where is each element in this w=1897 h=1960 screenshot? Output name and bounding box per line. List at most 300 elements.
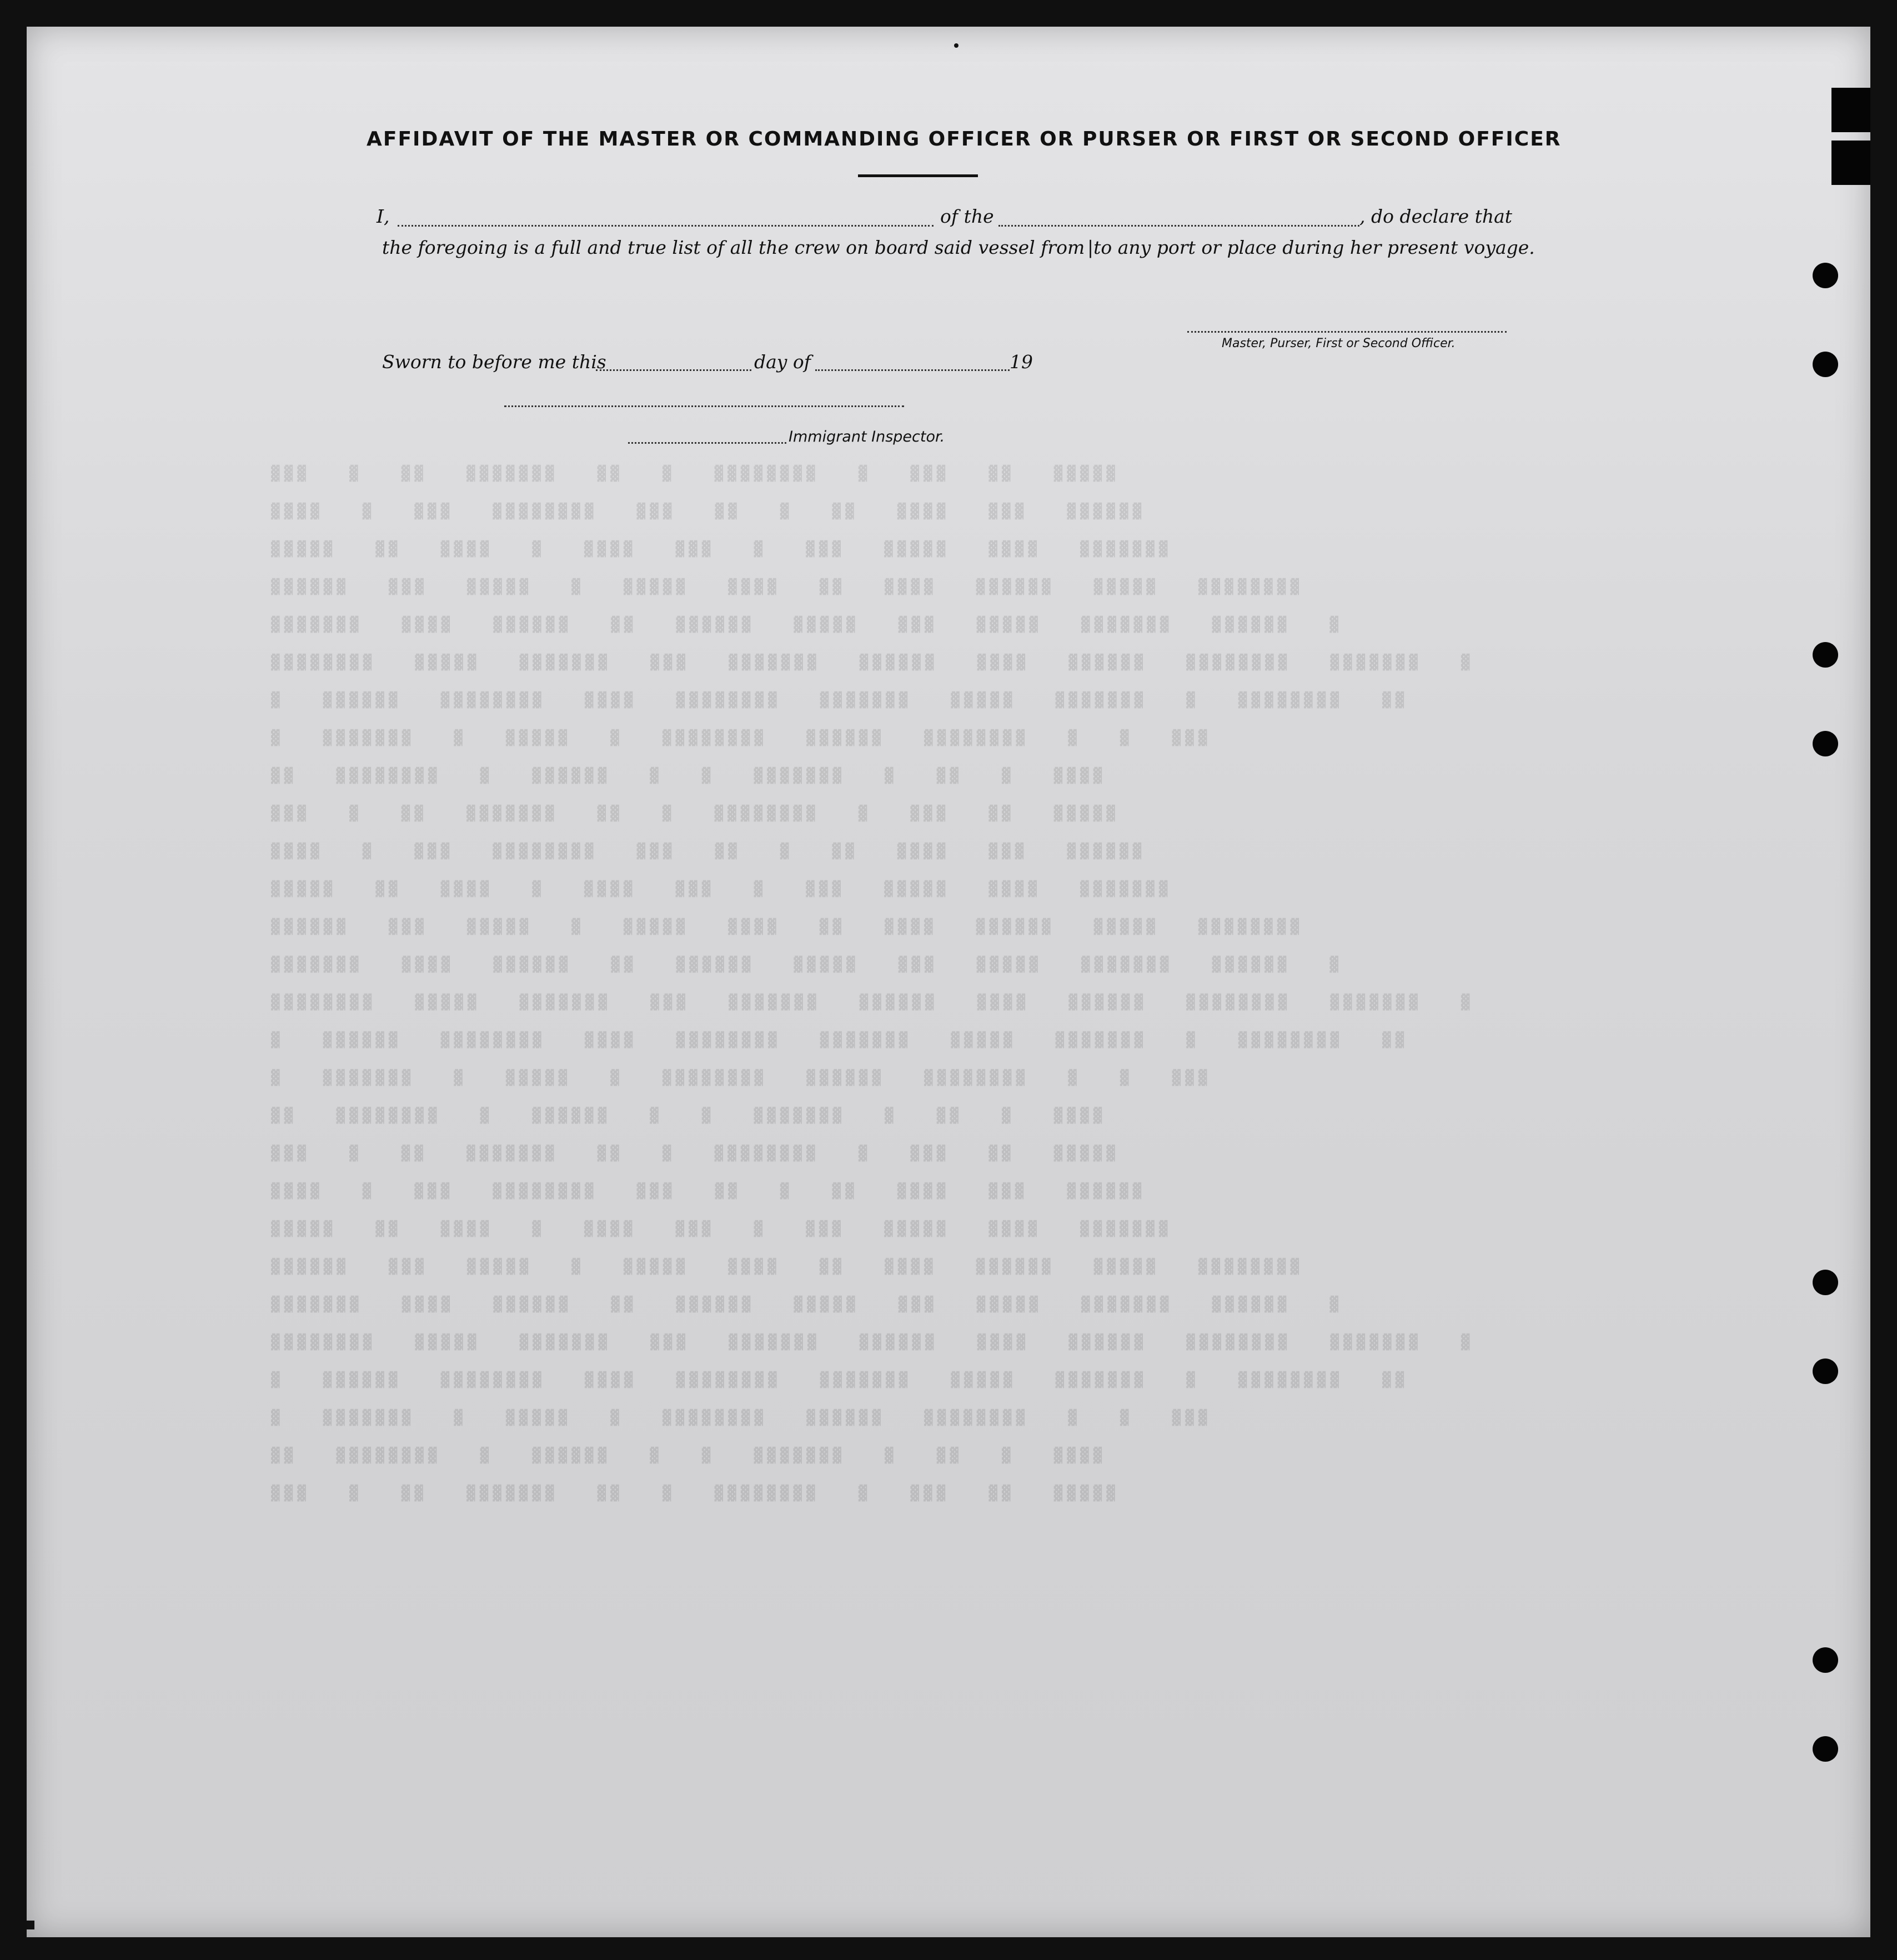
bleed-through-block: ▓	[532, 541, 545, 558]
bleed-through-block: ▓▓▓▓▓	[976, 616, 1042, 633]
officer-signature-caption: Master, Purser, First or Second Officer.	[1222, 337, 1456, 350]
bleed-through-block: ▓▓▓▓▓▓▓	[1081, 1296, 1173, 1313]
bleed-through-block: ▓	[349, 1485, 363, 1502]
notary-line[interactable]	[504, 405, 904, 407]
punch-hole	[1813, 1647, 1838, 1673]
ink-speck	[954, 43, 958, 48]
bleed-through-block: ▓	[1001, 1447, 1015, 1464]
bleed-through-block: ▓	[662, 465, 676, 482]
bleed-through-block: ▓▓▓▓	[440, 541, 494, 558]
bleed-through-block: ▓▓▓▓▓▓▓	[1330, 1334, 1422, 1351]
bleed-through-block: ▓▓▓▓	[897, 1183, 950, 1200]
bleed-through-block: ▓▓▓▓	[728, 1259, 781, 1275]
bleed-through-row	[271, 1334, 1743, 1351]
bleed-through-block: ▓▓▓▓▓	[271, 1221, 337, 1237]
bleed-through-block: ▓▓▓▓▓▓	[859, 1334, 939, 1351]
bleed-through-block: ▓▓▓	[988, 503, 1028, 520]
bleed-through-block: ▓	[532, 1221, 545, 1237]
bleed-through-block: ▓▓▓▓▓▓	[1067, 503, 1146, 520]
bleed-through-block: ▓▓	[597, 805, 624, 822]
bleed-through-block: ▓▓▓▓▓▓	[806, 730, 885, 746]
bleed-through-block: ▓▓▓▓▓	[466, 1259, 533, 1275]
bleed-through-block: ▓▓▓▓▓	[884, 881, 950, 898]
bleed-through-block: ▓▓▓▓▓▓▓▓	[336, 1107, 441, 1124]
bleed-through-block: ▓▓▓	[650, 1334, 690, 1351]
bleed-through-row	[271, 768, 1743, 784]
bleed-through-block: ▓▓▓▓▓▓▓	[1055, 692, 1148, 709]
bleed-through-block: ▓▓▓▓▓▓	[271, 1259, 350, 1275]
bleed-through-block: ▓▓▓▓▓▓	[1212, 1296, 1291, 1313]
bleed-through-block: ▓▓▓	[636, 843, 676, 860]
bleed-through-block: ▓▓▓▓▓▓	[806, 1070, 885, 1086]
bleed-through-block: ▓	[754, 1221, 767, 1237]
bleed-through-block: ▓	[780, 503, 794, 520]
bleed-through-row	[271, 919, 1743, 935]
bleed-through-block: ▓▓▓	[388, 919, 428, 935]
bleed-through-row	[271, 730, 1743, 746]
bleed-through-block: ▓▓▓▓▓▓▓▓	[1186, 994, 1292, 1011]
bleed-through-row	[271, 1032, 1743, 1049]
bleed-through-block: ▓▓	[1382, 1032, 1409, 1049]
sworn-day-field[interactable]	[596, 369, 751, 371]
bleed-through-block: ▓▓▓	[636, 1183, 676, 1200]
bleed-through-block: ▓▓▓	[898, 956, 938, 973]
bleed-through-row	[271, 1296, 1743, 1313]
bleed-through-block: ▓▓▓▓▓	[1053, 1145, 1120, 1162]
bleed-through-block: ▓▓▓▓▓▓	[976, 579, 1055, 595]
bleed-through-block: ▓▓▓▓	[271, 1183, 324, 1200]
bleed-through-row	[271, 881, 1743, 898]
bleed-through-block: ▓	[885, 768, 898, 784]
bleed-through-block: ▓▓▓	[1172, 1410, 1212, 1426]
bleed-through-block: ▓	[858, 1485, 872, 1502]
bleed-through-block: ▓▓▓▓▓▓▓▓	[271, 1334, 377, 1351]
bleed-through-block: ▓▓▓▓▓▓▓▓	[714, 805, 820, 822]
bleed-through-block: ▓▓	[597, 465, 624, 482]
bleed-through-block: ▓▓	[597, 1145, 624, 1162]
binding-tab	[1831, 141, 1870, 185]
bleed-through-block: ▓▓▓▓	[1053, 1447, 1107, 1464]
bleed-through-block: ▓	[1068, 1410, 1081, 1426]
bleed-through-block: ▓▓▓	[414, 1183, 454, 1200]
bleed-through-block: ▓	[858, 805, 872, 822]
bleed-through-block: ▓▓▓▓▓▓	[323, 692, 402, 709]
sworn-month-field[interactable]	[815, 369, 1010, 371]
bleed-through-block: ▓	[1001, 1107, 1015, 1124]
bleed-through-block: ▓▓	[819, 579, 846, 595]
bleed-through-block: ▓▓▓▓	[402, 956, 455, 973]
bleed-through-row	[271, 1447, 1743, 1464]
bleed-through-block: ▓▓▓▓▓▓▓	[820, 1032, 912, 1049]
punch-hole	[1813, 1359, 1838, 1384]
bleed-through-block: ▓	[571, 1259, 585, 1275]
bleed-through-block: ▓▓▓▓▓▓▓	[1081, 616, 1173, 633]
bleed-through-block: ▓▓▓▓▓▓▓▓	[714, 1145, 820, 1162]
bleed-through-block: ▓▓▓	[898, 616, 938, 633]
bleed-through-row	[271, 1221, 1743, 1237]
inspector-signature-line[interactable]	[628, 442, 786, 444]
bleed-through-block: ▓	[1329, 1296, 1343, 1313]
bleed-through-block: ▓▓	[988, 1485, 1015, 1502]
bleed-through-block: ▓▓	[271, 768, 298, 784]
bleed-through-block: ▓▓▓▓▓	[505, 1410, 572, 1426]
bleed-through-block: ▓	[754, 881, 767, 898]
bleed-through-block: ▓▓▓	[898, 1296, 938, 1313]
bleed-through-row	[271, 616, 1743, 633]
bleed-through-row	[271, 465, 1743, 482]
bleed-through-block: ▓▓▓▓▓▓	[532, 1447, 611, 1464]
bleed-through-block: ▓▓▓▓▓	[1053, 805, 1120, 822]
bleed-through-block: ▓▓	[375, 881, 402, 898]
bleed-through-block: ▓▓▓▓▓	[794, 1296, 860, 1313]
bleed-through-block: ▓▓▓▓▓▓▓▓	[440, 692, 546, 709]
bleed-through-block: ▓▓▓▓▓▓	[676, 1296, 755, 1313]
declarant-label: I,	[377, 205, 390, 227]
bleed-through-block: ▓	[349, 805, 363, 822]
bleed-through-block: ▓	[480, 1447, 494, 1464]
punch-hole	[1813, 731, 1838, 756]
bleed-through-block: ▓	[362, 503, 376, 520]
bleed-through-block: ▓▓▓▓▓▓▓▓	[676, 1032, 781, 1049]
bleed-through-block: ▓	[1068, 1070, 1081, 1086]
bleed-through-block: ▓▓▓▓▓▓▓	[271, 616, 363, 633]
bleed-through-block: ▓▓	[611, 956, 638, 973]
bleed-through-block: ▓	[1461, 994, 1474, 1011]
bleed-through-block: ▓	[1329, 616, 1343, 633]
bleed-through-block: ▓▓▓	[988, 1183, 1028, 1200]
bleed-through-block: ▓	[349, 465, 363, 482]
bleed-through-block: ▓▓▓▓▓▓▓▓	[714, 1485, 820, 1502]
bleed-through-block: ▓▓▓▓▓▓▓	[1055, 1032, 1148, 1049]
bleed-through-block: ▓▓▓▓▓▓▓	[1081, 956, 1173, 973]
bleed-through-block: ▓▓▓▓▓▓▓	[466, 465, 559, 482]
inspector-caption: Immigrant Inspector.	[789, 428, 945, 445]
bleed-through-block: ▓▓	[936, 1447, 963, 1464]
bleed-through-block: ▓▓▓▓▓▓	[1068, 994, 1148, 1011]
bleed-through-block: ▓▓▓▓	[897, 503, 950, 520]
binding-tab	[1831, 88, 1870, 132]
sworn-year-label: 19	[1010, 351, 1033, 373]
bleed-through-block: ▓▓▓	[988, 843, 1028, 860]
punch-hole	[1813, 263, 1838, 288]
bleed-through-block: ▓▓▓▓	[897, 843, 950, 860]
bleed-through-block: ▓▓▓▓▓	[976, 1296, 1042, 1313]
bleed-through-block: ▓▓▓▓	[885, 919, 937, 935]
bleed-through-block: ▓▓▓▓▓	[951, 1032, 1017, 1049]
bleed-through-block: ▓▓	[1382, 692, 1409, 709]
bleed-through-block: ▓▓▓▓▓▓	[532, 1107, 611, 1124]
bleed-through-block: ▓	[454, 1070, 467, 1086]
bleed-through-block: ▓▓▓▓▓▓▓	[1330, 994, 1422, 1011]
bleed-through-block: ▓▓▓	[271, 1145, 310, 1162]
bleed-through-block: ▓▓▓	[910, 1485, 950, 1502]
bleed-through-block: ▓▓▓▓▓	[1093, 1259, 1160, 1275]
bleed-through-block: ▓▓▓▓▓▓	[1067, 1183, 1146, 1200]
bleed-through-block: ▓▓▓▓▓▓	[676, 956, 755, 973]
bleed-through-block: ▓▓▓▓▓▓	[271, 919, 350, 935]
bleed-through-block: ▓▓▓	[388, 579, 428, 595]
bleed-through-block: ▓▓▓	[636, 503, 676, 520]
bleed-through-block: ▓▓▓▓▓	[623, 919, 690, 935]
bleed-through-block: ▓	[454, 730, 467, 746]
punch-hole	[1813, 642, 1838, 668]
bleed-through-row	[271, 1145, 1743, 1162]
vessel-name-field[interactable]	[998, 225, 1359, 227]
punch-hole	[1813, 1736, 1838, 1762]
bleed-through-block: ▓▓▓▓	[584, 541, 637, 558]
bleed-through-block: ▓▓▓▓▓▓▓	[323, 1070, 415, 1086]
bleed-through-block: ▓▓▓▓▓▓▓▓	[1238, 692, 1343, 709]
bleed-through-block: ▓	[1461, 1334, 1474, 1351]
bleed-through-row	[271, 1107, 1743, 1124]
bleed-through-block: ▓	[780, 1183, 794, 1200]
bleed-through-block: ▓▓▓	[910, 465, 950, 482]
document-page	[27, 27, 1870, 1937]
bleed-through-block: ▓	[662, 805, 676, 822]
bleed-through-block: ▓▓▓▓	[1053, 768, 1107, 784]
bleed-through-block: ▓▓▓▓▓▓	[1212, 616, 1291, 633]
bleed-through-block: ▓	[701, 768, 715, 784]
bleed-through-block: ▓▓▓▓▓	[623, 579, 690, 595]
bleed-through-block: ▓▓▓▓▓	[1053, 465, 1120, 482]
bleed-through-block: ▓▓▓▓▓▓▓	[1080, 541, 1172, 558]
bleed-through-block: ▓▓▓▓▓▓▓	[519, 1334, 612, 1351]
bleed-through-block: ▓▓▓▓	[728, 919, 781, 935]
bleed-through-block: ▓	[610, 1070, 624, 1086]
bleed-through-block: ▓	[885, 1107, 898, 1124]
bleed-through-block: ▓▓	[832, 1183, 859, 1200]
bleed-through-row	[271, 843, 1743, 860]
bleed-through-block: ▓	[1186, 1032, 1200, 1049]
bleed-through-block: ▓▓▓▓▓▓▓	[729, 1334, 821, 1351]
bleed-through-block: ▓▓▓▓▓▓▓	[754, 1107, 846, 1124]
voyage-text: |to any port or place during her present voyage.	[1087, 237, 1535, 258]
punch-hole	[1813, 1270, 1838, 1295]
bleed-through-block: ▓▓▓▓	[988, 1221, 1041, 1237]
bleed-through-block: ▓▓▓▓▓▓	[323, 1372, 402, 1388]
bleed-through-block: ▓▓▓▓▓▓	[493, 1296, 573, 1313]
bleed-through-block: ▓▓▓▓	[584, 881, 637, 898]
bleed-through-block: ▓▓▓▓▓▓▓▓	[1238, 1372, 1343, 1388]
bleed-through-block: ▓▓▓▓▓▓▓▓	[440, 1372, 546, 1388]
bleed-through-block: ▓▓▓▓▓▓▓▓	[1238, 1032, 1343, 1049]
bleed-through-block: ▓▓▓▓▓	[271, 881, 337, 898]
bleed-through-row	[271, 692, 1743, 709]
bleed-through-block: ▓	[271, 1032, 284, 1049]
bleed-through-row	[271, 1070, 1743, 1086]
bleed-through-block: ▓▓▓▓▓▓▓▓	[336, 768, 441, 784]
day-of-label: day of	[754, 351, 811, 373]
affidavit-title: AFFIDAVIT OF THE MASTER OR COMMANDING OFFICER OR PURSER OR FIRST OR SECOND OFFICER	[367, 128, 1562, 151]
bleed-through-block: ▓▓▓	[414, 843, 454, 860]
bleed-through-block: ▓▓▓▓	[977, 654, 1030, 671]
bleed-through-block: ▓▓▓▓▓▓▓▓	[676, 1372, 781, 1388]
declarant-name-field[interactable]	[398, 225, 934, 227]
bleed-through-block: ▓▓▓▓▓▓	[1068, 654, 1148, 671]
bleed-through-block: ▓▓▓▓▓▓▓	[820, 1372, 912, 1388]
bleed-through-block: ▓▓▓	[910, 805, 950, 822]
bleed-through-block: ▓▓▓▓	[584, 1221, 637, 1237]
bleed-through-block: ▓▓▓▓▓	[466, 919, 533, 935]
bleed-through-block: ▓▓	[819, 1259, 846, 1275]
bleed-through-block: ▓▓▓▓▓▓▓	[323, 730, 415, 746]
bleed-through-block: ▓▓▓▓▓	[505, 1070, 572, 1086]
bleed-through-block: ▓	[362, 843, 376, 860]
bleed-through-block: ▓▓▓▓▓	[884, 1221, 950, 1237]
bleed-through-block: ▓▓▓	[1172, 1070, 1212, 1086]
bleed-through-block: ▓▓▓▓▓	[415, 1334, 481, 1351]
bleed-through-block: ▓▓	[611, 616, 638, 633]
bleed-through-block: ▓▓▓▓	[728, 579, 781, 595]
bleed-through-block: ▓▓▓▓▓▓▓	[1080, 1221, 1172, 1237]
bleed-through-block: ▓▓▓	[806, 1221, 846, 1237]
of-the-label: of the	[940, 205, 994, 227]
bleed-through-block: ▓▓▓▓▓	[415, 654, 481, 671]
bleed-through-block: ▓	[480, 768, 494, 784]
bleed-through-block: ▓▓▓▓▓▓▓▓	[493, 843, 598, 860]
bleed-through-block: ▓▓▓▓	[271, 503, 324, 520]
bleed-through-block: ▓▓▓▓▓▓	[271, 579, 350, 595]
bleed-through-block: ▓▓	[832, 503, 859, 520]
bleed-through-block: ▓▓▓▓▓	[415, 994, 481, 1011]
bleed-through-block: ▓	[662, 1145, 676, 1162]
bleed-through-block: ▓	[454, 1410, 467, 1426]
bleed-through-block: ▓▓▓▓▓▓▓▓	[271, 654, 377, 671]
bleed-through-block: ▓▓▓▓▓	[1053, 1485, 1120, 1502]
bleed-through-block: ▓▓▓▓▓▓▓▓	[714, 465, 820, 482]
bleed-through-block: ▓▓▓▓▓▓▓▓	[493, 503, 598, 520]
bleed-through-block: ▓▓▓▓▓▓▓	[466, 1145, 559, 1162]
bleed-through-block: ▓	[571, 579, 585, 595]
bleed-through-block: ▓▓▓	[910, 1145, 950, 1162]
bleed-through-block: ▓	[271, 1070, 284, 1086]
bleed-through-block: ▓▓▓▓▓▓▓	[271, 1296, 363, 1313]
foregoing-text: the foregoing is a full and true list of all the crew on board said vessel from	[382, 237, 1085, 258]
bleed-through-block: ▓	[701, 1107, 715, 1124]
bleed-through-row	[271, 994, 1743, 1011]
bleed-through-block: ▓▓▓▓	[988, 881, 1041, 898]
bleed-through-block: ▓	[1068, 730, 1081, 746]
bleed-through-block: ▓▓▓▓▓▓▓▓	[924, 730, 1030, 746]
bleed-through-block: ▓▓▓▓▓▓	[859, 654, 939, 671]
bleed-through-block: ▓▓▓▓	[584, 692, 638, 709]
bleed-through-block: ▓▓	[401, 465, 428, 482]
bleed-through-block: ▓▓	[375, 541, 402, 558]
bleed-through-block: ▓▓▓▓▓	[794, 956, 860, 973]
bleed-through-block: ▓▓▓▓	[977, 1334, 1030, 1351]
bleed-through-block: ▓	[662, 1485, 676, 1502]
bleed-through-block: ▓▓	[988, 805, 1015, 822]
bleed-through-block: ▓▓▓▓▓	[505, 730, 572, 746]
bleed-through-block: ▓	[1329, 956, 1343, 973]
bleed-through-block: ▓	[610, 730, 624, 746]
bleed-through-block: ▓▓▓▓▓▓▓▓	[662, 730, 768, 746]
bleed-through-block: ▓▓▓▓▓▓▓	[754, 1447, 846, 1464]
bleed-through-block: ▓▓	[401, 1485, 428, 1502]
bleed-through-block: ▓▓▓▓▓	[951, 1372, 1017, 1388]
bleed-through-block: ▓▓▓▓▓▓	[1068, 1334, 1148, 1351]
bleed-through-block: ▓	[271, 1372, 284, 1388]
bleed-through-block: ▓▓▓	[388, 1259, 428, 1275]
bleed-through-block: ▓	[271, 730, 284, 746]
bleed-through-block: ▓▓▓▓▓▓▓▓	[662, 1410, 768, 1426]
bleed-through-block: ▓▓▓▓▓▓▓	[519, 994, 612, 1011]
bleed-through-block: ▓▓▓▓▓	[1093, 579, 1160, 595]
bleed-through-block: ▓▓▓▓▓▓▓	[820, 692, 912, 709]
bleed-through-block: ▓	[701, 1447, 715, 1464]
title-underline	[858, 174, 978, 177]
bleed-through-block: ▓▓▓▓▓▓▓▓	[271, 994, 377, 1011]
bleed-through-block: ▓▓▓▓	[885, 1259, 937, 1275]
bleed-through-block: ▓▓	[715, 843, 741, 860]
bleed-through-block: ▓▓▓▓▓▓▓	[323, 1410, 415, 1426]
bleed-through-block: ▓▓▓▓▓▓▓	[1055, 1372, 1148, 1388]
bleed-through-block: ▓▓▓▓▓	[271, 541, 337, 558]
bleed-through-block: ▓▓▓▓▓	[1093, 919, 1160, 935]
bleed-through-block: ▓▓▓▓▓▓	[859, 994, 939, 1011]
bleed-through-block: ▓	[271, 692, 284, 709]
bleed-through-block: ▓▓	[988, 1145, 1015, 1162]
bleed-through-block: ▓▓▓▓▓▓	[323, 1032, 402, 1049]
bleed-through-block: ▓▓▓▓	[977, 994, 1030, 1011]
bleed-through-block: ▓▓▓▓▓▓▓	[271, 956, 363, 973]
bleed-through-block: ▓	[1120, 1410, 1133, 1426]
bleed-through-block: ▓▓▓▓	[440, 1221, 494, 1237]
bleed-through-block: ▓▓▓	[675, 881, 715, 898]
bleed-through-block: ▓▓▓▓▓▓▓▓	[676, 692, 781, 709]
bleed-through-block: ▓▓▓▓▓▓▓▓	[493, 1183, 598, 1200]
officer-signature-line[interactable]	[1187, 331, 1507, 333]
bleed-through-block: ▓▓	[271, 1107, 298, 1124]
bleed-through-block: ▓▓▓▓▓▓▓▓	[924, 1410, 1030, 1426]
bleed-through-block: ▓	[532, 881, 545, 898]
bleed-through-block: ▓▓▓▓▓	[466, 579, 533, 595]
bleed-through-block: ▓▓▓▓▓▓▓	[1330, 654, 1422, 671]
bleed-through-block: ▓▓▓	[650, 654, 690, 671]
bleed-through-block: ▓	[885, 1447, 898, 1464]
bleed-through-block: ▓	[780, 843, 794, 860]
bleed-through-block: ▓▓▓▓▓▓▓▓	[924, 1070, 1030, 1086]
bleed-through-block: ▓	[858, 1145, 872, 1162]
bleed-through-block: ▓▓▓▓	[271, 843, 324, 860]
bleed-through-block: ▓▓▓▓▓▓▓	[754, 768, 846, 784]
bleed-through-row	[271, 503, 1743, 520]
bleed-through-block: ▓▓▓▓▓	[951, 692, 1017, 709]
bleed-through-block: ▓▓	[271, 1447, 298, 1464]
bleed-through-block: ▓▓	[401, 1145, 428, 1162]
bleed-through-block: ▓▓	[819, 919, 846, 935]
bleed-through-block: ▓▓▓	[271, 805, 310, 822]
bleed-through-block: ▓▓	[715, 1183, 741, 1200]
corner-mark	[27, 1921, 34, 1929]
bleed-through-block: ▓	[1186, 692, 1200, 709]
bleed-through-block: ▓▓▓▓	[402, 616, 455, 633]
bleed-through-block: ▓▓▓	[675, 1221, 715, 1237]
bleed-through-block: ▓▓▓▓▓▓	[676, 616, 755, 633]
bleed-through-block: ▓▓▓▓▓▓	[1067, 843, 1146, 860]
bleed-through-block: ▓▓	[1382, 1372, 1409, 1388]
bleed-through-block: ▓▓▓▓	[1053, 1107, 1107, 1124]
bleed-through-block: ▓▓▓▓▓▓	[806, 1410, 885, 1426]
bleed-through-block: ▓▓▓	[414, 503, 454, 520]
bleed-through-block: ▓▓▓▓▓▓	[493, 956, 573, 973]
bleed-through-block: ▓▓	[936, 1107, 963, 1124]
bleed-through-block: ▓▓▓▓▓▓▓▓	[662, 1070, 768, 1086]
bleed-through-block: ▓▓▓▓	[584, 1032, 638, 1049]
bleed-through-block: ▓	[650, 1447, 663, 1464]
bleed-through-block: ▓▓▓▓▓▓	[493, 616, 573, 633]
bleed-through-block: ▓	[1001, 768, 1015, 784]
